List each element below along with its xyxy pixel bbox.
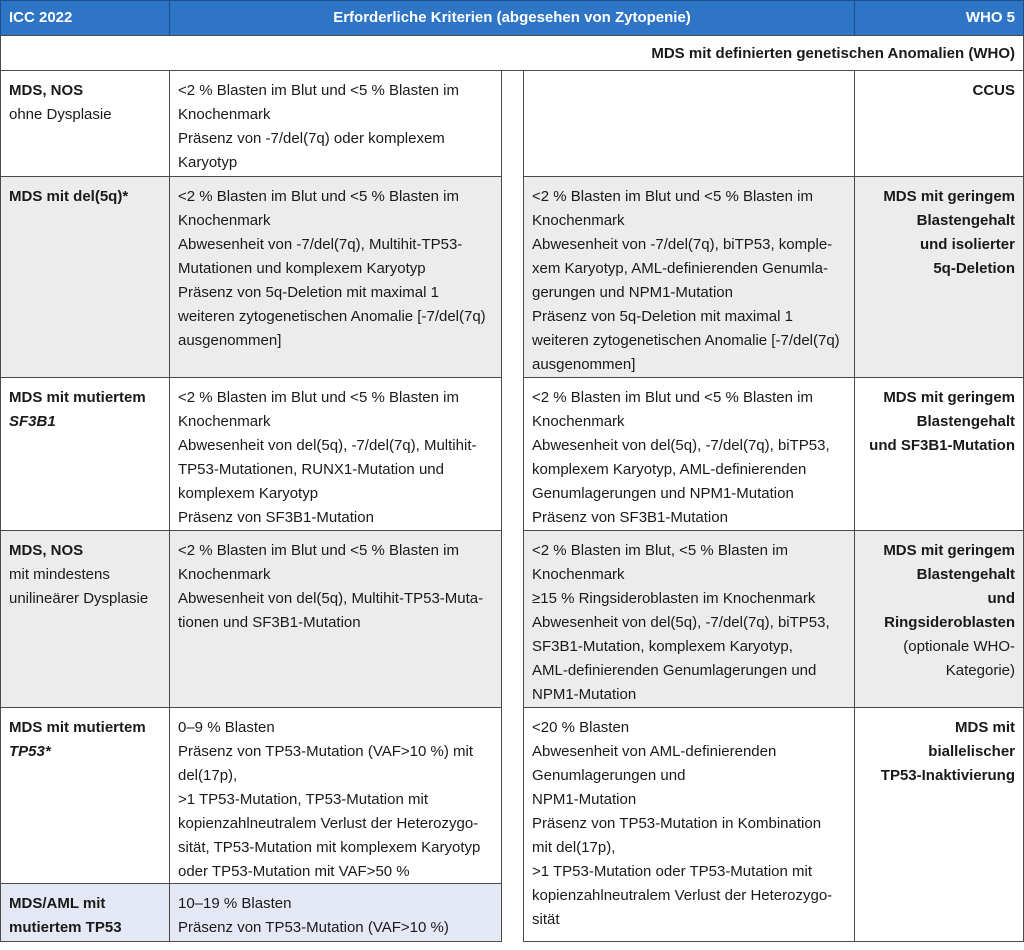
subheader: MDS mit definierten genetischen Anomalien (WHO)	[0, 35, 1024, 71]
criteria-line: Präsenz von TP53-Mutation (VAF>10 %) mit	[178, 743, 473, 760]
criteria-line: weiteren zytogenetischen Anomalie [-7/del(7q)	[178, 308, 486, 325]
criteria-line: Abwesenheit von del(5q), -7/del(7q), biTP53,	[532, 614, 830, 631]
who-name: Ringsideroblasten	[884, 614, 1015, 631]
icc-name: MDS, NOS	[9, 82, 84, 99]
criteria-line: Karyotyp	[178, 154, 238, 171]
criteria-line: Abwesenheit von -7/del(7q), Multihit-TP53-	[178, 236, 463, 253]
criteria-line: >1 TP53-Mutation oder TP53-Mutation mit	[532, 863, 813, 880]
criteria-line: Knochenmark	[178, 413, 271, 430]
criteria-line: tionen und SF3B1-Mutation	[178, 614, 361, 631]
criteria-line: Abwesenheit von del(5q), -7/del(7q), Multihit-	[178, 437, 477, 454]
who-row-4	[854, 530, 1024, 708]
icc-row-6	[0, 883, 170, 942]
criteria-line: komplexem Karyotyp, AML-definierenden	[532, 461, 807, 478]
icc-criteria-row-6	[169, 883, 502, 942]
icc-subtitle: unilineärer Dysplasie	[9, 590, 149, 607]
criteria-line: ≥15 % Ringsideroblasten im Knochenmark	[532, 590, 816, 607]
header-criteria: Erforderliche Kriterien (abgesehen von Zytopenie)	[169, 0, 855, 36]
criteria-line: ausgenommen]	[532, 356, 636, 373]
criteria-line: 0–9 % Blasten	[178, 719, 275, 736]
criteria-line: Knochenmark	[178, 212, 271, 229]
who-name: Blastengehalt	[916, 212, 1015, 229]
header-who: WHO 5	[854, 0, 1024, 36]
criteria-line: Abwesenheit von AML-definierenden	[532, 743, 777, 760]
who-name: MDS mit	[955, 719, 1015, 736]
who-criteria-row-1	[523, 70, 855, 177]
criteria-line: AML-definierenden Genumlagerungen und	[532, 662, 817, 679]
icc-subtitle: mit mindestens	[9, 566, 110, 583]
criteria-line: <2 % Blasten im Blut, <5 % Blasten im	[532, 542, 788, 559]
who-criteria-row-5	[523, 707, 855, 942]
criteria-line: oder TP53-Mutation mit VAF>50 %	[178, 863, 410, 880]
criteria-line: >1 TP53-Mutation, TP53-Mutation mit	[178, 791, 428, 808]
criteria-line: Präsenz von SF3B1-Mutation	[532, 509, 728, 526]
criteria-line: kopienzahlneutralem Verlust der Heterozygo-	[178, 815, 479, 832]
criteria-line: del(17p),	[178, 767, 238, 784]
who-note: (optionale WHO-	[903, 638, 1015, 655]
icc-name: MDS/AML mit	[9, 895, 106, 912]
icc-name: SF3B1	[9, 413, 56, 430]
criteria-line: Abwesenheit von del(5q), -7/del(7q), biTP53,	[532, 437, 830, 454]
criteria-line: xem Karyotyp, AML-definierenden Genumla-	[532, 260, 828, 277]
who-name: Blastengehalt	[916, 413, 1015, 430]
criteria-line: Knochenmark	[178, 106, 271, 123]
criteria-line: NPM1-Mutation	[532, 791, 637, 808]
criteria-line: SF3B1-Mutation, komplexem Karyotyp,	[532, 638, 793, 655]
criteria-line: Präsenz von SF3B1-Mutation	[178, 509, 374, 526]
who-name: MDS mit geringem	[883, 542, 1015, 559]
who-row-1	[854, 70, 1024, 177]
icc-criteria-row-3	[169, 377, 502, 531]
icc-row-4	[0, 530, 170, 708]
criteria-line: gerungen und NPM1-Mutation	[532, 284, 733, 301]
criteria-line: <2 % Blasten im Blut und <5 % Blasten im	[532, 188, 813, 205]
criteria-line: Präsenz von 5q-Deletion mit maximal 1	[532, 308, 793, 325]
criteria-line: weiteren zytogenetischen Anomalie [-7/del(7q)	[532, 332, 840, 349]
criteria-line: <20 % Blasten	[532, 719, 630, 736]
who-name: und isolierter	[919, 236, 1015, 253]
icc-criteria-row-4	[169, 530, 502, 708]
criteria-line: <2 % Blasten im Blut und <5 % Blasten im	[178, 389, 459, 406]
icc-criteria-row-5	[169, 707, 502, 884]
icc-name: MDS mit del(5q)*	[9, 188, 129, 205]
criteria-line: Abwesenheit von -7/del(7q), biTP53, komple-	[532, 236, 833, 253]
who-name: MDS mit geringem	[883, 188, 1015, 205]
icc-name: TP53*	[9, 743, 51, 760]
criteria-line: Abwesenheit von del(5q), Multihit-TP53-Muta-	[178, 590, 484, 607]
icc-row-2	[0, 176, 170, 378]
who-row-2	[854, 176, 1024, 378]
criteria-line: Präsenz von TP53-Mutation (VAF>10 %)	[178, 919, 449, 936]
icc-name: MDS mit mutiertem	[9, 389, 146, 406]
who-row-5	[854, 707, 1024, 942]
who-criteria-row-4	[523, 530, 855, 708]
icc-name: MDS, NOS	[9, 542, 84, 559]
who-name: und	[987, 590, 1015, 607]
icc-row-3	[0, 377, 170, 531]
criteria-line: <2 % Blasten im Blut und <5 % Blasten im	[178, 188, 459, 205]
icc-name: MDS mit mutiertem	[9, 719, 146, 736]
criteria-line: komplexem Karyotyp	[178, 485, 319, 502]
criteria-line: Knochenmark	[532, 566, 625, 583]
who-name: CCUS	[972, 82, 1015, 99]
who-note: Kategorie)	[945, 662, 1015, 679]
criteria-line: Genumlagerungen und	[532, 767, 686, 784]
criteria-line: Knochenmark	[532, 212, 625, 229]
who-name: biallelischer	[928, 743, 1015, 760]
criteria-line: NPM1-Mutation	[532, 686, 637, 703]
criteria-line: Präsenz von TP53-Mutation in Kombination	[532, 815, 822, 832]
who-name: Blastengehalt	[916, 566, 1015, 583]
criteria-line: Genumlagerungen und NPM1-Mutation	[532, 485, 794, 502]
icc-name: mutiertem TP53	[9, 919, 122, 936]
criteria-line: sität, TP53-Mutation mit komplexem Karyotyp	[178, 839, 481, 856]
who-name: und SF3B1-Mutation	[869, 437, 1015, 454]
criteria-line: Knochenmark	[532, 413, 625, 430]
criteria-line: <2 % Blasten im Blut und <5 % Blasten im	[178, 82, 459, 99]
criteria-line: sität	[532, 911, 560, 928]
who-criteria-row-3	[523, 377, 855, 531]
who-name: MDS mit geringem	[883, 389, 1015, 406]
who-name: 5q-Deletion	[933, 260, 1015, 277]
who-row-3	[854, 377, 1024, 531]
icc-row-5	[0, 707, 170, 884]
who-criteria-row-2	[523, 176, 855, 378]
criteria-line: Mutationen und komplexem Karyotyp	[178, 260, 426, 277]
criteria-line: Präsenz von -7/del(7q) oder komplexem	[178, 130, 445, 147]
icc-subtitle: ohne Dysplasie	[9, 106, 112, 123]
criteria-line: <2 % Blasten im Blut und <5 % Blasten im	[532, 389, 813, 406]
header-icc: ICC 2022	[0, 0, 170, 36]
criteria-line: Knochenmark	[178, 566, 271, 583]
criteria-line: Präsenz von 5q-Deletion mit maximal 1	[178, 284, 439, 301]
icc-row-1	[0, 70, 170, 177]
criteria-line: ausgenommen]	[178, 332, 282, 349]
icc-criteria-row-1	[169, 70, 502, 177]
criteria-line: kopienzahlneutralem Verlust der Heterozygo-	[532, 887, 833, 904]
criteria-line: mit del(17p),	[532, 839, 616, 856]
criteria-line: <2 % Blasten im Blut und <5 % Blasten im	[178, 542, 459, 559]
criteria-line: TP53-Mutationen, RUNX1-Mutation und	[178, 461, 444, 478]
criteria-line: 10–19 % Blasten	[178, 895, 292, 912]
who-name: TP53-Inaktivierung	[880, 767, 1015, 784]
icc-criteria-row-2	[169, 176, 502, 378]
